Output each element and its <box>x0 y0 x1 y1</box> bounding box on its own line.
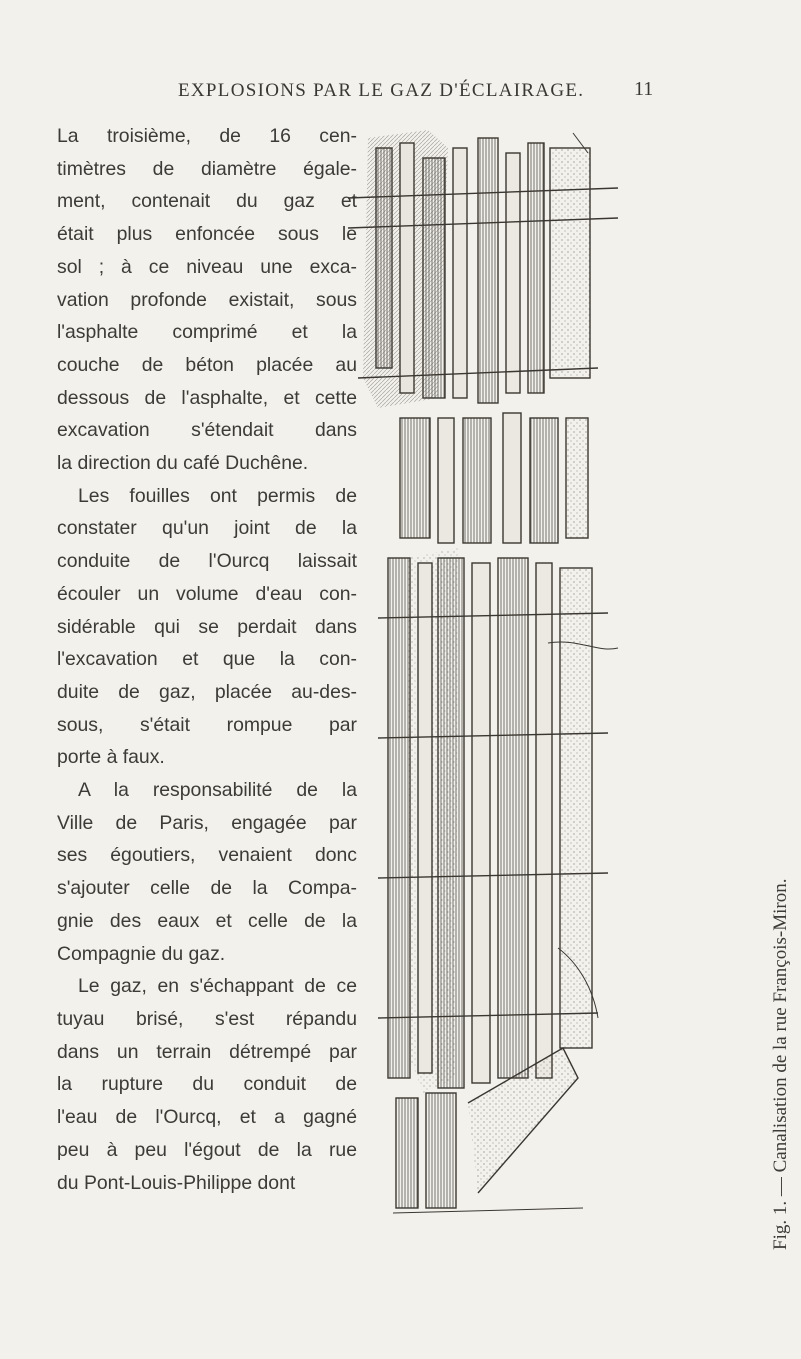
pipe-section-figure <box>338 118 628 1230</box>
text-line: peu à peu l'égout de la rue <box>57 1138 357 1161</box>
text-line: conduite de l'Ourcq laissait <box>57 550 357 573</box>
text-line: l'excavation et que la con- <box>57 648 357 671</box>
text-line: sol ; à ce niveau une exca- <box>57 255 357 278</box>
text-line: sidérable qui se perdait dans <box>57 615 357 638</box>
text-line: du Pont-Louis-Philippe dont <box>57 1171 296 1194</box>
text-line: A la responsabilité de la <box>78 779 357 802</box>
paragraph-2 <box>57 480 357 742</box>
text-line: constater qu'un joint de la <box>57 517 357 540</box>
paragraph-1-end <box>57 447 357 480</box>
text-line: ses égoutiers, venaient donc <box>57 844 357 867</box>
text-line: Les fouilles ont permis de <box>78 484 357 507</box>
text-line: dans un terrain détrempé par <box>57 1040 357 1063</box>
text-line: couche de béton placée au <box>57 353 357 376</box>
text-line: dessous de l'asphalte, et cette <box>57 386 357 409</box>
paragraph-4-end <box>57 1167 357 1200</box>
text-line: Compagnie du gaz. <box>57 942 226 965</box>
paragraph-1 <box>57 120 357 447</box>
text-line: duite de gaz, placée au-des- <box>57 680 357 703</box>
text-line: écouler un volume d'eau con- <box>57 582 357 605</box>
figure-caption: Fig. 1. — Canalisation de la rue François-Miron. <box>770 878 791 1250</box>
text-line: tuyau brisé, s'est répandu <box>57 1007 357 1030</box>
paragraph-2-end <box>57 741 357 774</box>
text-line: Le gaz, en s'échappant de ce <box>78 975 357 998</box>
text-line: la direction du café Duchêne. <box>57 452 309 475</box>
middle-pipes <box>400 413 588 543</box>
text-line: gnie des eaux et celle de la <box>57 909 357 932</box>
pipe-section-drawing <box>338 118 628 1230</box>
paragraph-3 <box>57 774 357 938</box>
text-line: l'asphalte comprimé et la <box>57 321 357 344</box>
body-text <box>57 120 357 1199</box>
text-line: était plus enfoncée sous le <box>57 223 357 246</box>
text-line: la rupture du conduit de <box>57 1073 357 1096</box>
running-head: EXPLOSIONS PAR LE GAZ D'ÉCLAIRAGE. <box>178 80 585 101</box>
text-line: l'eau de l'Ourcq, et a gagné <box>57 1106 357 1129</box>
text-line: sous, s'était rompue par <box>57 713 357 736</box>
text-line: porte à faux. <box>57 746 165 769</box>
upper-pipes <box>348 133 618 403</box>
page-number: 11 <box>634 78 654 100</box>
paragraph-3-end <box>57 938 357 971</box>
text-line: Ville de Paris, engagée par <box>57 811 357 834</box>
text-line: s'ajouter celle de la Compa- <box>57 877 357 900</box>
paragraph-4 <box>57 970 357 1166</box>
text-line: vation profonde existait, sous <box>57 288 357 311</box>
text-line: excavation s'étendait dans <box>57 419 357 442</box>
text-line: ment, contenait du gaz et <box>57 190 357 213</box>
text-line: timètres de diamètre égale- <box>57 157 357 180</box>
text-line: La troisième, de 16 cen- <box>57 125 357 147</box>
